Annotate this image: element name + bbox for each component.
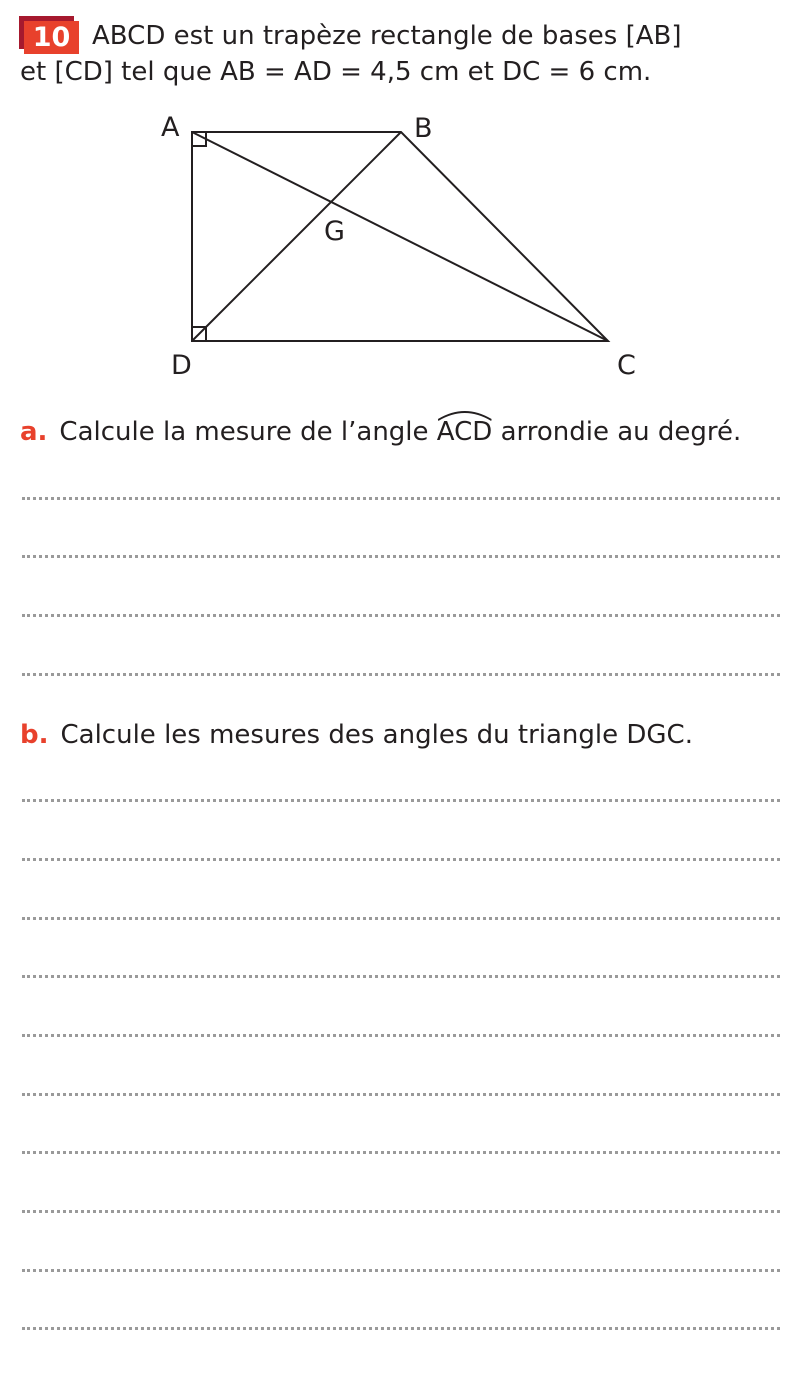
angle-acd-label: ACD bbox=[436, 417, 493, 447]
answer-line-b-1[interactable] bbox=[22, 799, 780, 802]
diagonal-bd bbox=[192, 132, 401, 341]
question-a bbox=[20, 415, 741, 449]
trapezoid-diagram bbox=[0, 100, 803, 400]
label-d: D bbox=[171, 350, 192, 381]
answer-line-a-1[interactable] bbox=[22, 497, 780, 500]
label-a: A bbox=[161, 112, 180, 143]
answer-line-b-4[interactable] bbox=[22, 975, 780, 978]
answer-line-b-10[interactable] bbox=[22, 1327, 780, 1330]
question-b bbox=[20, 718, 693, 752]
label-c: C bbox=[617, 350, 636, 381]
answer-line-b-7[interactable] bbox=[22, 1151, 780, 1154]
statement-line-2: et [CD] tel que AB = AD = 4,5 cm et DC = 6 cm. bbox=[20, 57, 652, 87]
answer-line-b-5[interactable] bbox=[22, 1034, 780, 1037]
exercise-number: 10 bbox=[24, 21, 79, 54]
answer-line-a-3[interactable] bbox=[22, 614, 780, 617]
question-b-text: Calcule les mesures des angles du triangle DGC. bbox=[60, 720, 693, 750]
answer-line-a-4[interactable] bbox=[22, 673, 780, 676]
answer-line-b-3[interactable] bbox=[22, 917, 780, 920]
answer-line-b-2[interactable] bbox=[22, 858, 780, 861]
question-a-text-before: Calcule la mesure de l’angle bbox=[59, 417, 429, 447]
trapezoid-figure bbox=[0, 100, 803, 400]
label-b: B bbox=[414, 113, 433, 144]
label-g: G bbox=[324, 216, 345, 247]
diagonal-ac bbox=[192, 132, 608, 341]
question-a-letter: a. bbox=[20, 417, 48, 447]
question-b-letter: b. bbox=[20, 720, 49, 750]
angle-acd bbox=[437, 415, 493, 449]
answer-line-b-6[interactable] bbox=[22, 1093, 780, 1096]
statement-line-1: ABCD est un trapèze rectangle de bases [AB] bbox=[92, 21, 682, 51]
answer-line-b-8[interactable] bbox=[22, 1210, 780, 1213]
answer-line-b-9[interactable] bbox=[22, 1269, 780, 1272]
exercise-statement bbox=[20, 18, 784, 90]
question-a-text-after: arrondie au degré. bbox=[500, 417, 742, 447]
answer-line-a-2[interactable] bbox=[22, 555, 780, 558]
angle-arc-mark bbox=[437, 407, 493, 421]
